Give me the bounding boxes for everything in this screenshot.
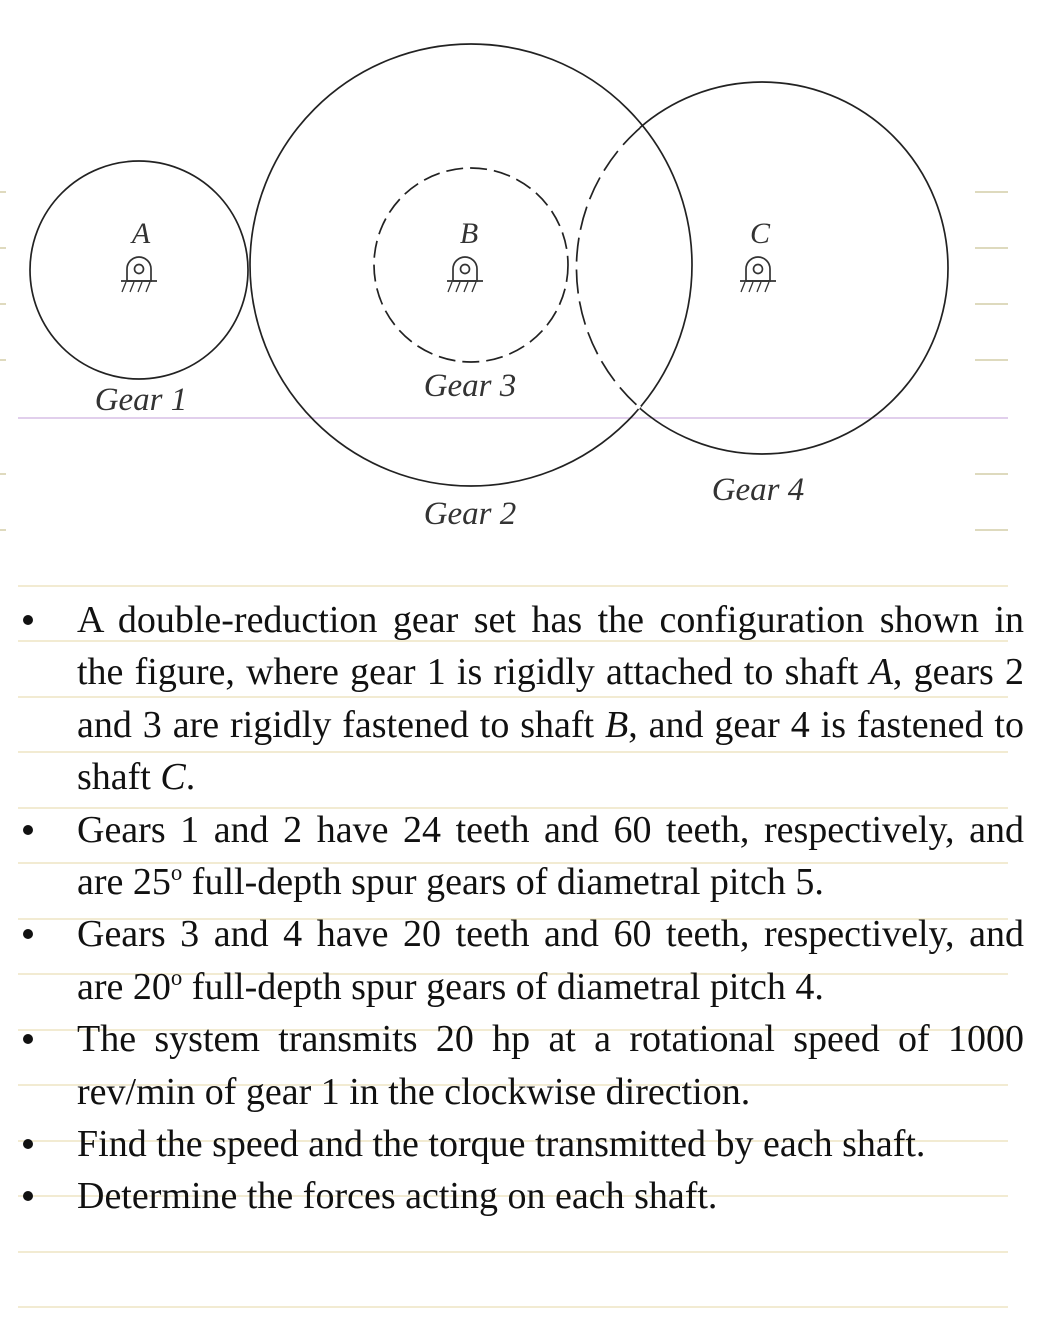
- shaft-b-label: B: [459, 217, 479, 250]
- shaft-reference: B: [605, 703, 629, 746]
- bullet-item: [18, 594, 1024, 804]
- shaft-a-bearing-icon: [121, 257, 157, 292]
- shaft-reference: A: [869, 651, 893, 694]
- bullet-dot-icon: [23, 825, 33, 835]
- gear-4-label: Gear 4: [711, 472, 805, 508]
- bullet-text: Find the speed and the torque transmitted by each shaft.: [77, 1123, 926, 1166]
- margin-ticks: [0, 192, 1008, 530]
- bullet-item: [18, 804, 1024, 909]
- bullet-text: Determine the forces acting on each shaft.: [77, 1175, 718, 1218]
- bullet-text: Gears 1 and 2 have 24 teeth and 60 teeth, respectively, and are 25: [77, 808, 1024, 904]
- shaft-c-label: C: [749, 217, 771, 250]
- bullet-dot-icon: [23, 1034, 33, 1044]
- bullet-text: The system transmits 20 hp at a rotational speed of 1000 rev/min of gear 1 in the clockwise direction.: [77, 1018, 1024, 1113]
- bullet-text: full-depth spur gears of diametral pitch 4.: [182, 965, 824, 1008]
- bullet-item: [18, 908, 1024, 1013]
- gear-3-label: Gear 3: [423, 368, 517, 404]
- bullet-dot-icon: [23, 1139, 33, 1149]
- bullet-dot-icon: [23, 615, 33, 625]
- degree-mark: o: [170, 964, 183, 990]
- bullet-text: , and gear 4 is fastened to shaft: [77, 703, 1024, 799]
- bullet-text: A double-reduction gear set has the configuration shown in the figure, where gear 1 is rigidly attached to shaft: [77, 599, 1024, 694]
- problem-statement-list: [18, 594, 1024, 1223]
- shaft-reference: C: [160, 756, 186, 799]
- gear-4-dashed-arc: [576, 128, 640, 408]
- gear-1-circle: [30, 161, 248, 379]
- bullet-text: full-depth spur gears of diametral pitch 5.: [182, 861, 824, 904]
- bullet-text: .: [185, 756, 196, 799]
- gear-2-label: Gear 2: [423, 496, 517, 532]
- shaft-c-bearing-icon: [740, 257, 776, 292]
- shaft-a-label: A: [131, 217, 151, 250]
- shaft-b-bearing-icon: [447, 257, 483, 292]
- bullet-dot-icon: [23, 929, 33, 939]
- degree-mark: o: [170, 859, 183, 885]
- bullet-text: Gears 3 and 4 have 20 teeth and 60 teeth, respectively, and are 20: [77, 913, 1024, 1008]
- gear-3-circle: [374, 168, 568, 362]
- gear-1-label: Gear 1: [94, 382, 188, 418]
- bullet-text: , gears 2 and 3 are rigidly fastened to shaft: [77, 651, 1024, 746]
- bullet-dot-icon: [23, 1191, 33, 1201]
- gear-4-hidden-arc: [576, 128, 640, 408]
- bullet-item: [18, 1170, 1024, 1222]
- bullet-item: [18, 1013, 1024, 1118]
- gear-2-circle: [250, 44, 692, 486]
- bullet-item: [18, 1118, 1024, 1170]
